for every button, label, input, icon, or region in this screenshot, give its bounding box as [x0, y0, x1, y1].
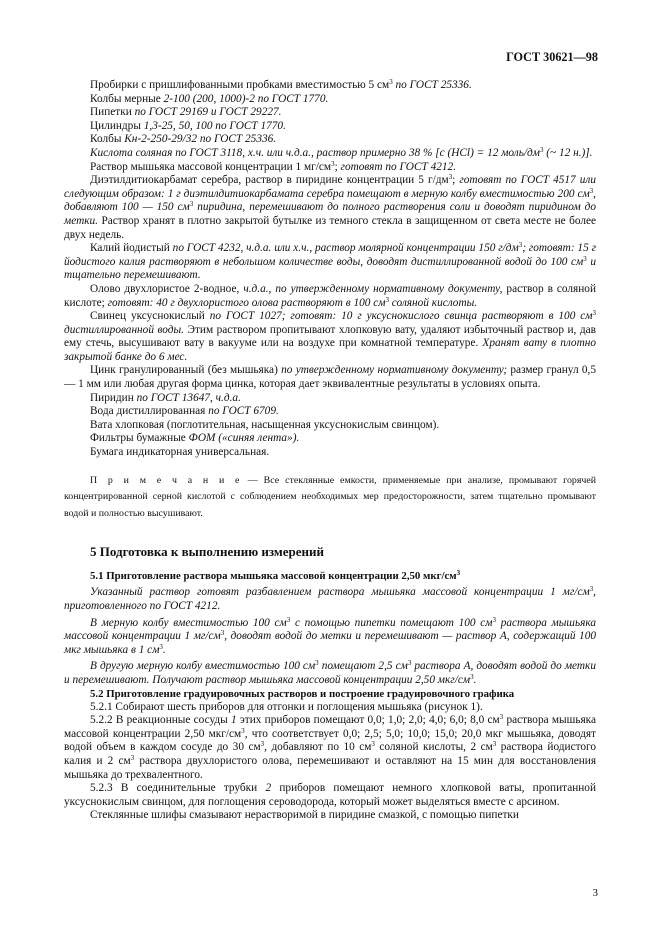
header-standard-number: ГОСТ 30621—98: [506, 50, 598, 64]
list-item: Фильтры бумажные ФОМ («синяя лента»).: [90, 432, 300, 445]
list-item: Пробирки с пришлифованными пробками вместимостью 5 $см^3$ по ГОСТ 25336.: [90, 78, 472, 91]
paragraph: 5.2.1 Собирают шесть приборов для отгонки и поглощения мышьяка (рисунок 1).: [90, 700, 483, 713]
list-item: Вата хлопковая (поглотительная, насыщенная уксуснокислым свинцом).: [90, 418, 440, 431]
list-item: Цилиндры 1,3-25, 50, 100 по ГОСТ 1770.: [90, 119, 286, 132]
subsection-heading: 5.1 Приготовление раствора мышьяка массовой концентрации 2,50 мкг/$см^3$: [90, 569, 461, 583]
list-item: Олово двухлористое 2-водное, ч.д.а., по утвержденному нормативному документу, раствор в соляной кислоте; готовят: 40 г двухлористого олова растворяют в 100 $см^3$ соляной кислоты.: [64, 282, 596, 309]
subsection-heading: 5.2 Приготовление градуировочных растворов и построение градуировочного графика: [90, 687, 515, 700]
list-item: Калий йодистый по ГОСТ 4232, ч.д.а. или х.ч., раствор молярной концентрации 150 $г/дм^3$; готовят: 15 г йодистого калия растворяют в небольшом количестве воды, доводят дистиллированной водой до 100 $см^3$ и тщательно перемешивают.: [64, 241, 596, 282]
list-item: Свинец уксуснокислый по ГОСТ 1027; готовят: 10 г уксуснокислого свинца растворяют в 100 $см^3$ дистиллированной воды. Этим раствором пропитывают хлопковую вату, удаляют избыточный раствор и, дав ему стечь, высушивают вату в вакууме или на воздухе при комнатной температуре. Хранят вату в плотно закрытой банке до 6 мес.: [64, 309, 597, 363]
page-number: 3: [592, 887, 598, 899]
paragraph: 5.2.3 В соединительные трубки 2 приборов помещают немного хлопковой ваты, пропитанной уксуснокислым свинцом, для поглощения сероводорода, который может выделяться вместе с арсином.: [64, 782, 596, 808]
page-body: [64, 79, 596, 823]
paragraph: В мерную колбу вместимостью 100 $см^3$ с помощью пипетки помещают 100 $см^3$ раствора мышьяка массовой концентрации 1 $мг/см^3$, доводят водой до метки и перемешивают — раствор А, содержащий 100 мкг мышьяка в 1 $см^3$.: [64, 615, 596, 656]
paragraph: Стеклянные шлифы смазывают нерастворимой в пиридине смазкой, с помощью пипетки: [90, 809, 519, 822]
paragraph: Указанный раствор готовят разбавлением раствора мышьяка массовой концентрации 1 $мг/см^3$, приготовленного по ГОСТ 4212.: [64, 585, 596, 612]
note-paragraph: [64, 473, 596, 523]
list-item: Цинк гранулированный (без мышьяка) по утвержденному нормативному документу; размер гранул 0,5 — 1 мм или любая другая форма цинка, которая дает эквивалентные результаты в условиях опыта.: [64, 364, 596, 391]
list-item: Раствор мышьяка массовой концентрации 1 $мг/см^3$; готовят по ГОСТ 4212.: [90, 159, 457, 173]
list-item: Колбы мерные 2-100 (200, 1000)-2 по ГОСТ 1770.: [90, 92, 329, 105]
list-item: Пиридин по ГОСТ 13647, ч.д.а.: [90, 391, 241, 404]
paragraph: В другую мерную колбу вместимостью 100 $см^3$ помещают 2,5 $см^3$ раствора А, доводят водой до метки и перемешивают. Получают раствор мышьяка массовой концентрации 2,50 мкг/$см^3$.: [64, 659, 596, 686]
list-item: Вода дистиллированная по ГОСТ 6709.: [90, 405, 279, 418]
paragraph: 5.2.2 В реакционные сосуды 1 этих приборов помещают 0,0; 1,0; 2,0; 4,0; 6,0; 8,0 $см^3$ раствора мышьяка массовой концентрации 2,50 мкг/$см^3$, что соответствует 0,0; 2,5; 5,0; 10,0; 15,0; 20,0 мкг мышьяка, доводят водой объем в каждом сосуде до 30 $см^3$, добавляют по 10 $см^3$ соляной кислоты, 2 $см^3$ раствора йодистого калия и 2 $см^3$ раствора двухлористого олова, перемешивают и оставляют на 15 мин для восстановления мышьяка до трехвалентного.: [64, 713, 597, 781]
list-item: Бумага индикаторная универсальная.: [90, 446, 270, 459]
note-label: П р и м е ч а н и е: [90, 474, 242, 486]
note-text: — Все стеклянные емкости, применяемые при анализе, промывают горячей концентрированной серной кислотой с соблюдением необходимых мер предосторожности, затем тщательно промывают водой и полностью высушивают.: [64, 474, 596, 519]
list-item: Кислота соляная по ГОСТ 3118, х.ч. или ч.д.а., раствор примерно 38 % [с (HCl) = 12 моль/$дм^3$ (~ 12 н.)].: [90, 145, 593, 159]
list-item: Диэтилдитиокарбамат серебра, раствор в пиридине концентрации 5 $г/дм^3$; готовят по ГОСТ 4517 или следующим образом: 1 г диэтилдитиокарбамата серебра помещают в мерную колбу вместимостью 200 $см^3$, добавляют 100 — 150 $см^3$ пиридина, перемешивают до полного растворения соли и доводят пиридином до метки. Раствор хранят в плотно закрытой бутылке из темного стекла в защищенном от света месте не более двух недель.: [64, 173, 596, 241]
section-heading: 5 Подготовка к выполнению измерений: [90, 544, 324, 560]
list-item: Пипетки по ГОСТ 29169 и ГОСТ 29227.: [90, 106, 282, 119]
list-item: Колбы Кн-2-250-29/32 по ГОСТ 25336.: [90, 133, 277, 146]
